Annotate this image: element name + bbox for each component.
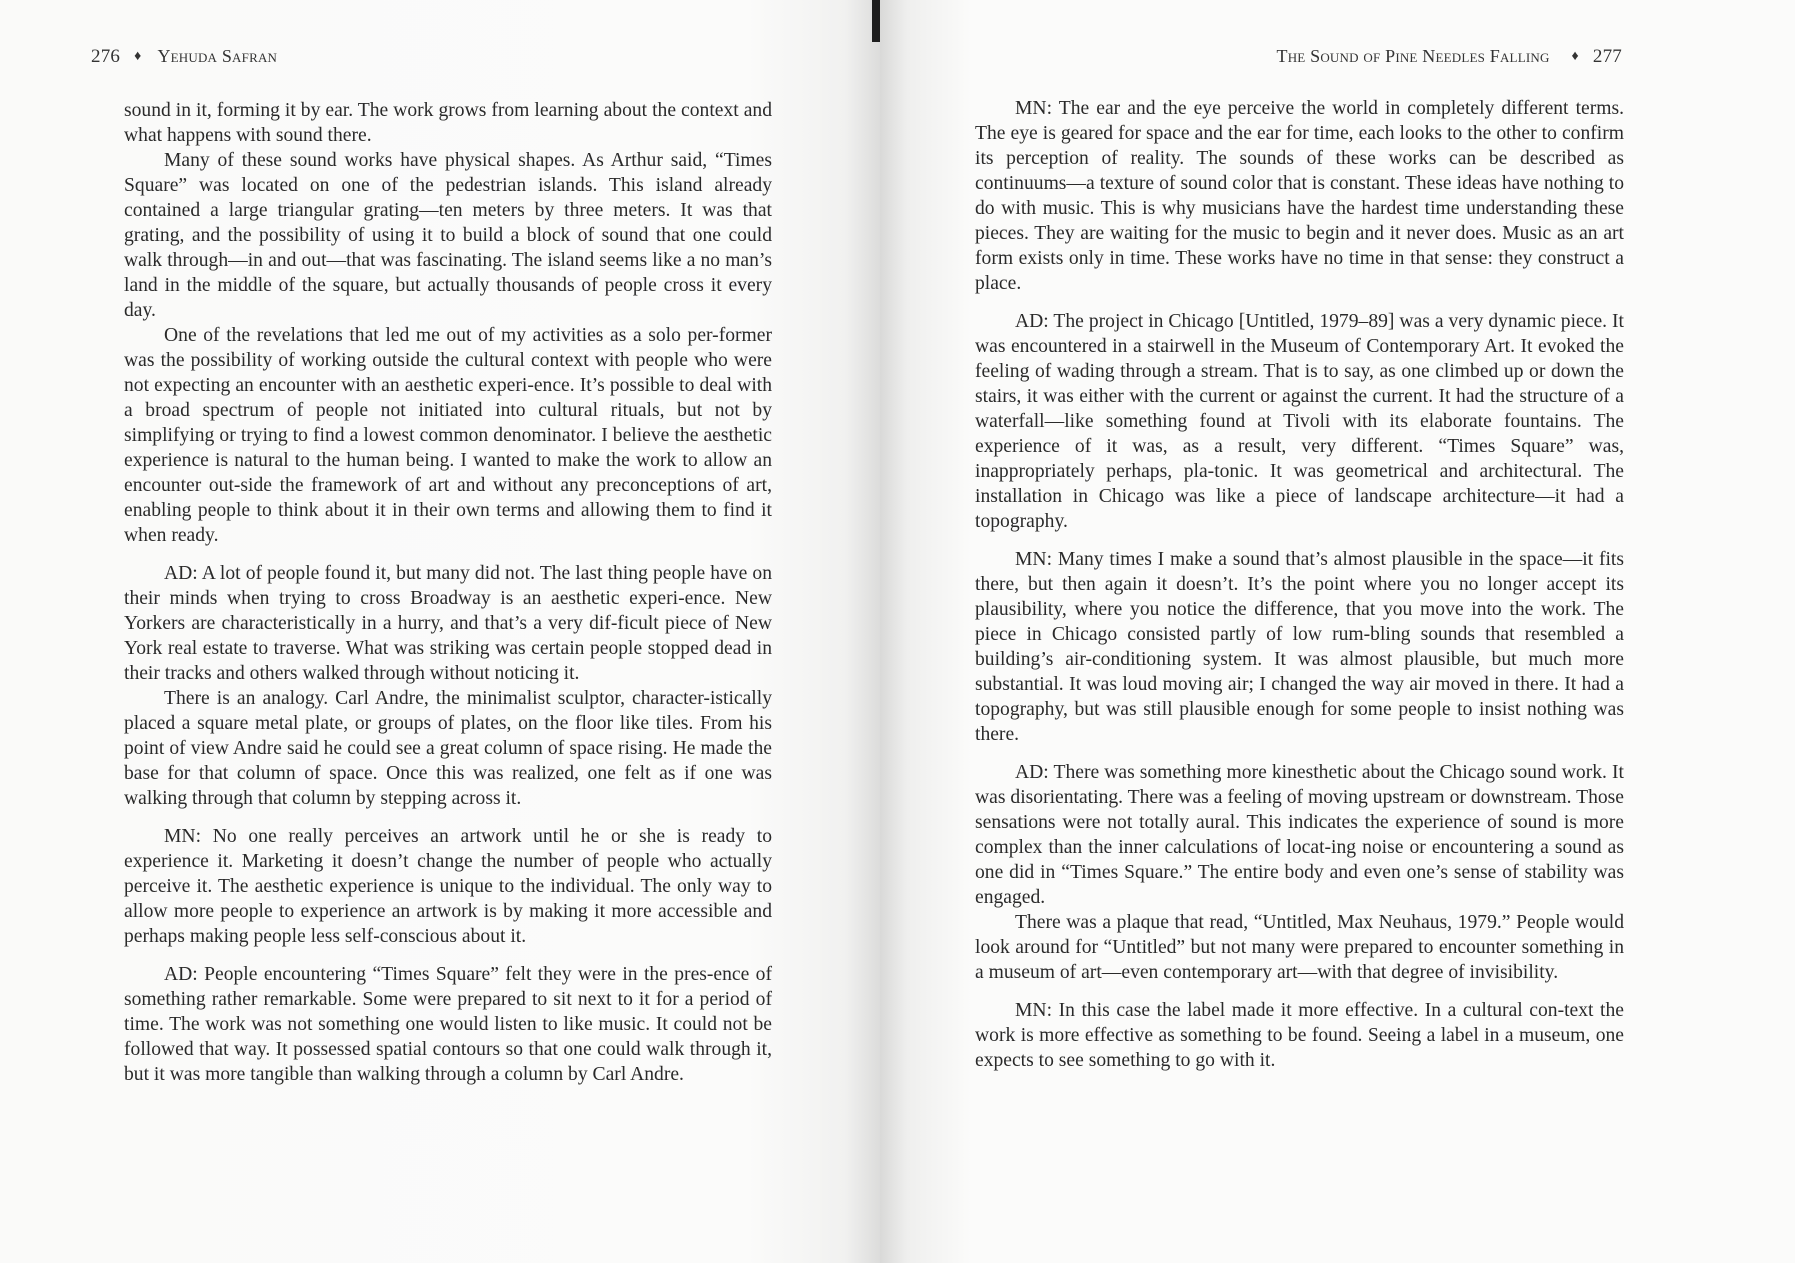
right-running-head-title: The Sound of Pine Needles Falling — [1276, 46, 1550, 66]
paragraph: sound in it, forming it by ear. The work grows from learning about the context and what happens with sound there. — [124, 100, 772, 146]
paragraph: There was a plaque that read, “Untitled, Max Neuhaus, 1979.” People would look around for “Untitled” but not many were prepared to encounter something in a museum of art—even contemporary art—with that degree of invisibility. — [975, 912, 1624, 983]
paragraph: MN: In this case the label made it more effective. In a cultural con-text the work is more effective as something to be found. Seeing a label in a museum, one expects to see something to go with it. — [975, 1000, 1624, 1071]
gutter-mark — [872, 0, 880, 42]
paragraph: AD: There was something more kinesthetic about the Chicago sound work. It was disorientating. There was a feeling of moving upstream or downstream. Those sensations were not totally aural. This indicates the experience of sound is more complex than the inner calculations of locat-ing noise or encountering a sound as one did in “Times Square.” The entire body and even one’s sense of stability was engaged. — [975, 762, 1624, 908]
right-page-body — [975, 96, 1624, 1073]
paragraph: Many of these sound works have physical shapes. As Arthur said, “Times Square” was located on one of the pedestrian islands. This island already contained a large triangular grating—ten meters by three meters. It was that grating, and the possibility of using it to build a block of sound that one could walk through—in and out—that was fascinating. The island seems like a no man’s land in the middle of the square, but actually thousands of people cross it every day. — [124, 150, 772, 321]
paragraph: AD: The project in Chicago [Untitled, 1979–89] was a very dynamic piece. It was encountered in a stairwell in the Museum of Contemporary Art. It evoked the feeling of wading through a stream. That is to say, as one climbed up or down the stairs, it was either with the current or against the current. It had the structure of a waterfall—like something found at Tivoli with its elaborate fountains. The experience of it was, as a result, very different. “Times Square” was, inappropriately perhaps, pla-tonic. It was geometrical and architectural. The installation in Chicago was like a piece of landscape architecture—it had a topography. — [975, 311, 1624, 532]
diamond-separator-icon: ♦ — [1571, 49, 1579, 64]
paragraph: There is an analogy. Carl Andre, the minimalist sculptor, character-istically placed a square metal plate, or groups of plates, on the floor like tiles. From his point of view Andre said he could see a great column of space rising. He made the base for that column of space. Once this was realized, one felt as if one was walking through that column by stepping across it. — [124, 688, 772, 809]
paragraph: MN: The ear and the eye perceive the world in completely different terms. The eye is geared for space and the ear for time, each looks to the other to confirm its perception of reality. The sounds of these works can be described as continuums—a texture of sound color that is constant. These ideas have nothing to do with music. This is why musicians have the hardest time understanding these pieces. They are waiting for the music to begin and it never does. Music as an art form exists only in time. These works have no time in that sense: they construct a place. — [975, 98, 1624, 294]
left-running-head — [91, 46, 277, 68]
paragraph: MN: No one really perceives an artwork until he or she is ready to experience it. Marketing it doesn’t change the number of people who actually perceive it. The aesthetic experience is unique to the individual. The only way to allow more people to experience an artwork is by making it more accessible and perhaps making people less self-conscious about it. — [124, 826, 772, 947]
left-page-number: 276 — [91, 46, 121, 67]
diamond-separator-icon: ♦ — [134, 49, 142, 64]
paragraph: MN: Many times I make a sound that’s almost plausible in the space—it fits there, but then again it doesn’t. It’s the point where you no longer accept its plausibility, where you notice the difference, that you move into the work. The piece in Chicago consisted partly of low rum-bling sounds that resembled a building’s air-conditioning system. It was almost plausible, but much more substantial. It was loud moving air; I changed the way air moved in there. It had a topography, but was still plausible enough for some people to insist nothing was there. — [975, 549, 1624, 745]
right-page-number: 277 — [1592, 46, 1622, 67]
paragraph: One of the revelations that led me out of my activities as a solo per-former was the possibility of working outside the cultural context with people who were not expecting an encounter with an aesthetic experi-ence. It’s possible to deal with a broad spectrum of people not initiated into cultural rituals, but not by simplifying or trying to find a lowest common denominator. I believe the aesthetic experience is natural to the human being. I wanted to make the work to allow an encounter out-side the framework of art and without any preconceptions of art, enabling people to think about it in their own terms and allowing them to find it when ready. — [124, 325, 772, 546]
left-page-body — [124, 98, 772, 1087]
left-page — [0, 0, 880, 1263]
right-running-head — [1277, 46, 1623, 68]
left-running-head-title: Yehuda Safran — [157, 46, 278, 66]
paragraph: AD: A lot of people found it, but many did not. The last thing people have on their minds when trying to cross Broadway is an aesthetic experi-ence. New Yorkers are characteristically in a hurry, and that’s a very dif-ficult piece of New York real estate to traverse. What was striking was certain people stopped dead in their tracks and others walked through without noticing it. — [124, 563, 772, 684]
paragraph: AD: People encountering “Times Square” felt they were in the pres-ence of something rather remarkable. Some were prepared to sit next to it for a period of time. The work was not something one would listen to like music. It could not be followed that way. It possessed spatial contours so that one could walk through it, but it was more tangible than walking through a column by Carl Andre. — [124, 964, 772, 1085]
